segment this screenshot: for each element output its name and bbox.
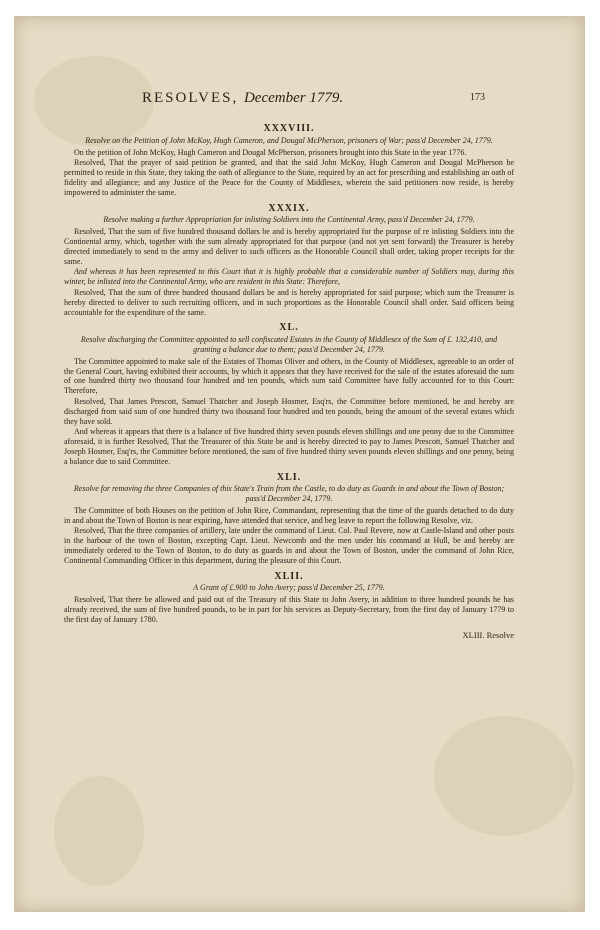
paragraph: And whereas it appears that there is a balance of five hundred thirty seven pounds eleven shillings and one penny due to the Committee aforesaid, it is further Resolved, That the Treasurer of this State be and is hereby directed to pay to James Prescott, Samuel Thatcher and Joseph Hosmer, Esq'rs, the Committee before mentioned, the sum of five hundred thirty seven pounds eleven shillings and one penny, being a balance due to said Committee.: [64, 427, 514, 466]
section-number: XXXIX.: [268, 202, 310, 214]
paragraph: On the petition of John McKoy, Hugh Cameron and Dougal McPherson, prisoners brought into this State in the year 1776.: [74, 147, 467, 157]
section-xl: [64, 323, 514, 466]
section-xlii: [64, 572, 514, 625]
section-number: XL.: [279, 322, 299, 334]
section-xxxix: [64, 204, 514, 318]
paragraph: The Committee appointed to make sale of the Estates of Thomas Oliver and others, in the County of Middlesex, agreeable to an order of the General Court, having exhibited their accounts, by which it appears that they have received for the sale of the estates aforesaid the sum of one hundred thirty two thousand four hundred and ten pounds, which sum said Committee have fully accounted for to this Court: Therefore,: [64, 356, 514, 396]
paragraph: Resolved, That the sum of three hundred thousand dollars be and is hereby appropriated for said purpose; which sum the Treasurer is hereby directed to deliver to such recruiting officers, and in such proportions as the Honorable Council shall order. Said officers being accountable for the expenditure of the same.: [64, 287, 514, 317]
document-body: [64, 124, 514, 640]
section-xxxviii: [64, 124, 514, 198]
paragraph: Resolved, That the sum of five hundred thousand dollars be and is hereby appropriated for the purpose of re inlisting Soldiers into the Continental army, which, together with the sum already appropriated for that purpose (and not yet sent forward) the Treasurer is hereby directed immediately to send to the army and deliver to such officers as the Honorable Council shall order, taking proper receipts for the same.: [64, 227, 514, 266]
section-title: Resolve making a further Appropriation for inlisting Soldiers into the Continental Army, pass'd December 24, 1779.: [103, 215, 475, 225]
running-head-title: RESOLVES,: [142, 90, 239, 106]
section-title: Resolve discharging the Committee appointed to sell confiscated Estates in the County of Middlesex of the Sum of £. 132,410, and granting a balance due to them; pass'd December 24, 1779.: [80, 335, 498, 354]
paper-stain: [434, 716, 574, 836]
running-head-date: December 1779.: [243, 90, 344, 106]
paragraph: And whereas it has been represented to this Court that it is highly probable that a considerable number of Soldiers may, during this winter, be inlisted into the Continental Army, who are resident in this State: Therefore,: [64, 267, 514, 287]
paragraph: Resolved, That James Prescott, Samuel Thatcher and Joseph Hosmer, Esq'rs, the Committee before mentioned, be and hereby are discharged from said sum of one hundred thirty two thousand four hundred and ten pounds, being the amount of the several estates which they have sold.: [64, 396, 514, 426]
section-number: XLI.: [276, 471, 302, 483]
running-head: [142, 90, 472, 107]
section-number: XLII.: [274, 570, 304, 582]
section-title: A Grant of £.900 to John Avery; pass'd December 25, 1779.: [193, 583, 385, 593]
paragraph: Resolved, That the prayer of said petition be granted, and that the said John McKoy, Hugh Cameron and Dougal McPherson be permitted to reside in this State, they taking the oath of allegiance to the State, required by an act for prescribing and establishing an oath of fidelity and allegiance; and any Justice of the Peace for the County of Middlesex, wherein the said petitioners now reside, is hereby impowered to administer the same.: [64, 158, 514, 197]
section-number: XXXVIII.: [263, 123, 315, 134]
catchword: XLIII. Resolve: [462, 629, 514, 640]
paragraph: Resolved, That the three companies of artillery, late under the command of Lieut. Col. Paul Revere, now at Castle-Island and other posts in the harbour of the town of Boston, excepting Capt. Lieut. Newcomb and the men under his command at Hull, be and hereby are immediately ordered to the Town of Boston, to do duty as guards in and about the Town of Boston, under the command of John Rice, Continental Commanding Officer in this department, during the pleasure of this Court.: [64, 526, 514, 565]
section-title: Resolve for removing the three Companies of this State's Train from the Castle, to do duty as Guards in and about the Town of Boston; pass'd December 24, 1779.: [73, 484, 505, 504]
paper-stain: [54, 776, 144, 886]
section-title: Resolve on the Petition of John McKoy, Hugh Cameron, and Dougal McPherson, prisoners of War; pass'd December 24, 1779.: [85, 135, 493, 145]
section-xli: [64, 473, 514, 566]
paragraph: The Committee of both Houses on the petition of John Rice, Commandant, representing that the time of the guards detached to do duty in and about the Town of Boston is near expiring, have attended that service, and beg leave to report the following Resolve, viz.: [64, 505, 514, 525]
page-number: 173: [470, 92, 485, 103]
paragraph: Resolved, That there be allowed and paid out of the Treasury of this State to John Avery, in addition to three hundred pounds he has already received, the sum of five hundred pounds, to be in part for his services as Deputy-Secretary, from the first day of January 1779 to the first day of January 1780.: [64, 595, 514, 624]
